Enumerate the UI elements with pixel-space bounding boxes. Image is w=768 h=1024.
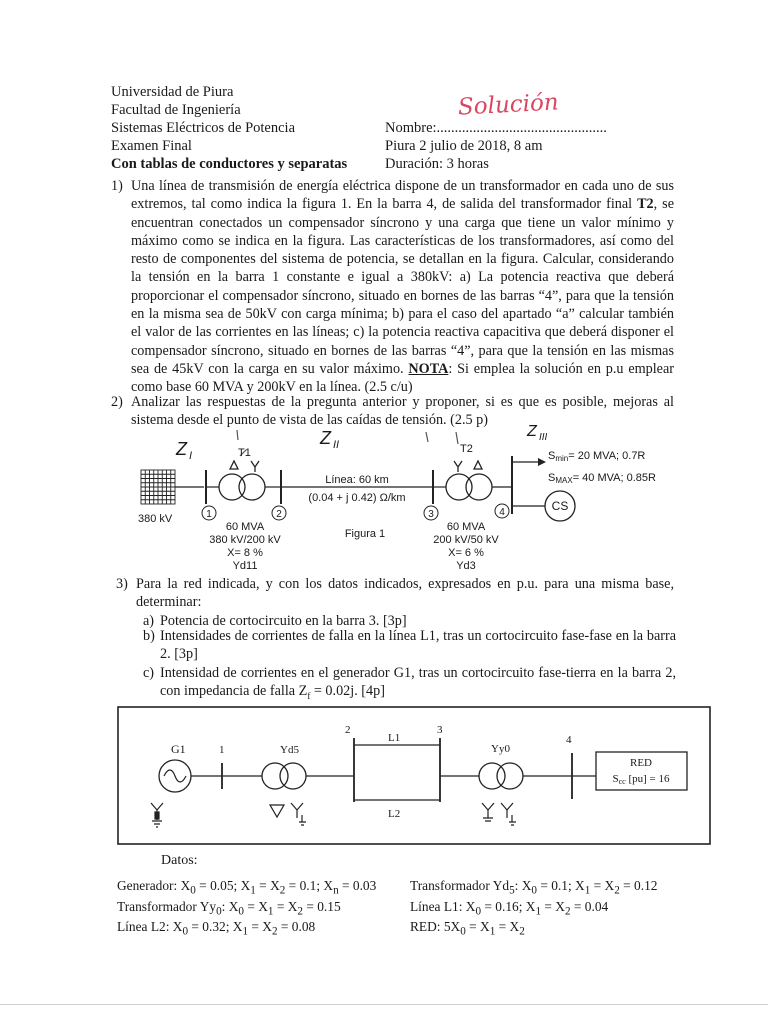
name-field: Nombre:............................................... — [385, 120, 607, 136]
line-impedance-label: (0.04 + j 0.42) Ω/km — [308, 492, 406, 504]
figure-3-diagram — [0, 700, 768, 850]
datos-left — [117, 878, 376, 940]
bus-3-marker — [424, 506, 438, 520]
scc-label: Scc [pu] = 16 — [612, 773, 670, 786]
hw-z2: Z — [320, 428, 331, 448]
smax-label: SMAX= 40 MVA; 0.85R — [548, 472, 656, 485]
generator-grounded-wye-icon — [151, 803, 163, 827]
t2-connection: Yd3 — [456, 560, 476, 572]
g1-label: G1 — [171, 742, 186, 756]
t1-label: T1 — [238, 447, 251, 459]
hw-z3: Z — [527, 425, 537, 440]
datos-transformer-yy0: Transformador $Yy_0$: $X_0 = X_1 = X_2 = 0.15$ — [117, 898, 341, 918]
infinite-bus-grid-icon — [141, 470, 175, 504]
datos-line-l2: Línea L2: $X_0 = 0.32$; $X_1 = X_2 = 0.08$ — [117, 919, 316, 939]
q3-item-b: b) Intensidades de corrientes de falla en la línea L1, tras un cortocircuito fase-fase en la barra 2. [3p] — [143, 628, 676, 663]
l1-label: L1 — [388, 732, 401, 744]
t2-x: X= 6 % — [448, 547, 484, 559]
handwritten-annotations — [237, 430, 458, 456]
bus-1-label: 1 — [219, 744, 225, 756]
source-voltage-label: 380 kV — [138, 513, 173, 525]
course: Sistemas Eléctricos de Potencia — [111, 120, 296, 136]
question-1-number: 1) — [111, 178, 123, 194]
figure-1-caption: Figura 1 — [344, 528, 386, 540]
faculty: Facultad de Ingeniería — [111, 102, 241, 118]
hw-z1-sub: I — [189, 450, 193, 462]
question-2-number: 2) — [111, 394, 123, 410]
q1-text-b: , se encuentran conectados un compensador síncrono y una carga que tiene un valor mínimo y máximo como se indica en la figura. Las características de los transformadores, así como del resto de componentes del sistema de potencia, se detallan en la figura. Calcular, considerando la tensión en la barra 1 constante e igual a 380kV: a) La potencia reactiva que deberá proporcionar el compensador síncrono, situado en bornes de las barras “4”, para que la tensión en la misma sea de 50kV con carga mínima; b) para el caso del apartado “a” calcular también el valor de las corrientes en las líneas; c) la potencia reactiva capacitiva que deberá disponer el compensador síncrono, situado en bornes de las barras “4”, para que la tensión en las mismas sea de 45kV con la carga en su valor máximo. — [131, 196, 674, 377]
datos-title: Datos: — [161, 853, 198, 868]
l2-label: L2 — [388, 808, 401, 820]
svg-text:2: 2 — [276, 509, 282, 520]
t2-mva: 60 MVA — [446, 521, 486, 533]
datos-transformer-yd5: Transformador $Yd_5$: $X_0 = 0.1$; $X_1 = X_2 = 0.12$ — [410, 878, 658, 897]
q1-nota: NOTA — [408, 360, 449, 377]
datos-right — [410, 878, 657, 940]
handwritten-solution: Solución — [457, 89, 560, 121]
header-left — [111, 83, 347, 173]
q3-item-c: c) Intensidad de corrientes en el generador G1, tras un cortocircuito fase-tierra en la barra 2, con impedancia de falla $Z_f = 0.02j$. [4p] — [143, 665, 676, 702]
question-1 — [111, 177, 675, 397]
q3-text: Para la red indicada, y con los datos indicados, expresados en p.u. para una misma base, determinar: — [136, 576, 674, 611]
yy0-wye-wye-icon — [482, 803, 516, 825]
bus-1-marker — [202, 506, 216, 520]
exam-type: Examen Final — [111, 138, 192, 154]
question-3-number: 3) — [116, 576, 128, 592]
t2-label: T2 — [460, 443, 473, 455]
hw-z3-sub: III — [539, 432, 548, 443]
cs-label: CS — [551, 499, 569, 513]
question-3 — [116, 575, 674, 612]
q2-text: Analizar las respuestas de la pregunta anterior y proponer, si es que es posible, mejoras al sistema desde el punto de vista de las caídas de tensión. (2.5 p) — [131, 394, 674, 429]
header-right — [385, 119, 607, 173]
load-arrow-icon — [512, 458, 546, 466]
university: Universidad de Piura — [111, 84, 234, 100]
yd5-label: Yd5 — [280, 744, 299, 756]
page-bottom-rule — [0, 1004, 768, 1005]
figure-1-diagram — [0, 425, 768, 575]
t1-connection: Yd11 — [232, 560, 258, 572]
exam-date: Piura 2 julio de 2018, 8 am — [385, 138, 543, 154]
line-length-label: Línea: 60 km — [325, 474, 389, 486]
red-label: RED — [630, 757, 652, 769]
materials-note: Con tablas de conductores y separatas — [111, 156, 348, 172]
svg-text:3: 3 — [428, 509, 434, 520]
transformer-t2-icon — [446, 461, 492, 500]
exam-duration: Duración: 3 horas — [385, 156, 489, 172]
t1-kv: 380 kV/200 kV — [209, 534, 281, 546]
datos-generator: Generador: $X_0 = 0.05$; $X_1 = X_2 = 0.1$; $X_n = 0.03$ — [117, 878, 377, 897]
hw-z1: Z — [176, 439, 187, 459]
transformer-yd5-icon — [262, 763, 306, 789]
transformer-t1-icon — [219, 461, 265, 500]
smin-label: Smin= 20 MVA; 0.7R — [548, 450, 646, 463]
svg-text:4: 4 — [499, 507, 505, 518]
datos-red: RED: $5X_0 = X_1 = X_2$ — [410, 919, 525, 939]
q1-t2: T2 — [637, 196, 654, 213]
bus-3-label: 3 — [437, 724, 443, 736]
bus-4-label: 4 — [566, 734, 572, 746]
q1-text-a: Una línea de transmisión de energía eléctrica dispone de un transformador en cada uno de sus extremos, tal como indica la figura 1. En la barra 4, de salida del transformador final — [131, 178, 674, 213]
t2-kv: 200 kV/50 kV — [433, 534, 499, 546]
hw-z2-sub: II — [333, 439, 340, 451]
svg-text:1: 1 — [206, 509, 212, 520]
yy0-label: Yy0 — [491, 743, 510, 755]
t1-mva: 60 MVA — [225, 521, 265, 533]
datos-line-l1: Línea L1: $X_0 = 0.16$; $X_1 = X_2 = 0.04$ — [410, 898, 609, 918]
t1-x: X= 8 % — [227, 547, 263, 559]
q3-item-a: a) Potencia de cortocircuito en la barra 3. [3p] — [143, 613, 407, 629]
bus-4-marker — [495, 504, 509, 518]
bus-2-label: 2 — [345, 724, 351, 736]
transformer-yy0-icon — [479, 763, 523, 789]
bus-2-marker — [272, 506, 286, 520]
q1-text-c: : Si emplea la solución en p.u emplear como base 60 MVA y 200kV en la línea. (2.5 c/u) — [131, 360, 675, 396]
yd5-delta-wye-icon — [270, 803, 306, 825]
